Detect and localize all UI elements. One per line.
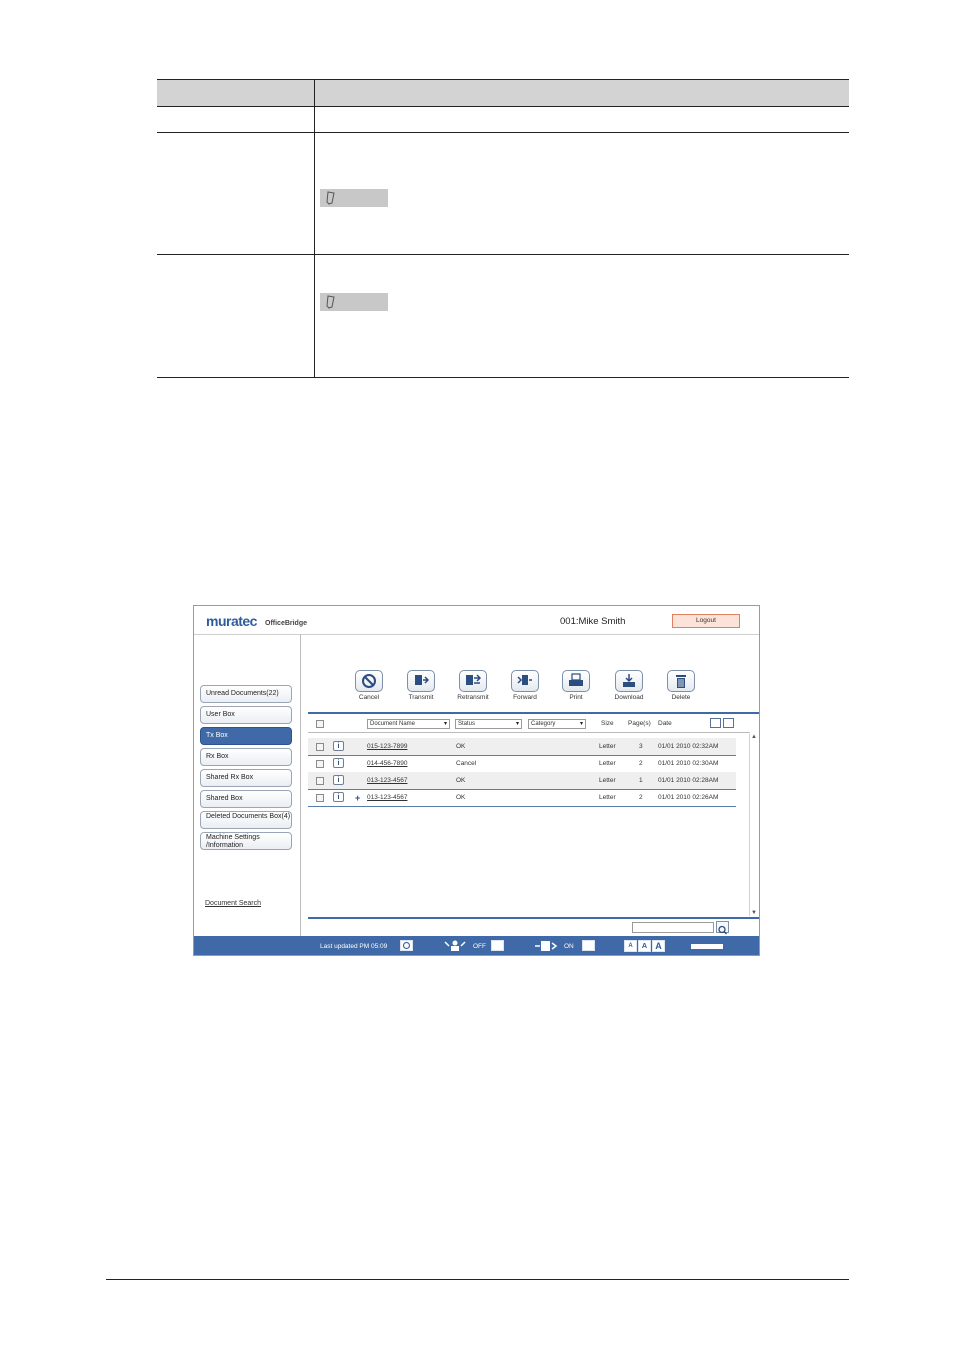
user-transfer-icon	[444, 940, 466, 952]
manual-table-row	[157, 255, 849, 378]
sidebar-item-machine-settings[interactable]: Machine Settings /Information	[200, 832, 292, 850]
status-cell: OK	[456, 794, 466, 801]
search-button[interactable]	[716, 921, 729, 933]
muratec-logo: muratec	[206, 613, 257, 629]
column-date: Date	[658, 720, 672, 727]
cancel-button[interactable]	[354, 670, 384, 701]
machine-transfer-icon	[534, 940, 558, 952]
forward-label: Forward	[513, 694, 537, 701]
download-label: Download	[614, 694, 644, 701]
forward-button[interactable]	[510, 670, 540, 701]
download-icon	[621, 673, 637, 689]
status-off-label: OFF	[473, 943, 486, 950]
pencil-icon	[325, 191, 337, 205]
status-filter[interactable]: Status ▾	[455, 719, 522, 729]
font-size-indicator	[691, 944, 723, 949]
list-view-icon[interactable]	[710, 718, 721, 728]
row-checkbox[interactable]	[316, 760, 324, 768]
grid-header	[308, 716, 750, 733]
sidebar-item-rx-box[interactable]: Rx Box	[200, 748, 292, 766]
transmit-icon	[413, 673, 429, 689]
info-icon[interactable]: i	[333, 758, 344, 768]
document-name-link[interactable]: 015-123-7899	[367, 743, 408, 750]
select-all-checkbox[interactable]	[316, 720, 324, 728]
sidebar-item-deleted-documents[interactable]: Deleted Documents Box(4)	[200, 811, 292, 829]
delete-button[interactable]	[666, 670, 696, 701]
pencil-icon	[325, 295, 337, 309]
user-name: 001:Mike Smith	[560, 616, 626, 627]
pages-cell: 3	[639, 743, 643, 750]
search-icon	[717, 925, 728, 935]
row-checkbox[interactable]	[316, 743, 324, 751]
download-button[interactable]	[614, 670, 644, 701]
print-label: Print	[569, 694, 583, 701]
print-button[interactable]	[561, 670, 591, 701]
sidebar-item-unread-documents[interactable]: Unread Documents(22)	[200, 685, 292, 703]
size-cell: Letter	[599, 743, 616, 750]
scroll-up-icon[interactable]: ▲	[751, 734, 757, 740]
table-row[interactable]	[308, 755, 736, 773]
size-cell: Letter	[599, 777, 616, 784]
size-cell: Letter	[599, 794, 616, 801]
trash-icon	[673, 673, 689, 689]
refresh-icon	[401, 941, 412, 950]
note-tag	[320, 293, 388, 311]
font-medium-button[interactable]: A	[638, 940, 651, 952]
sidebar-item-user-box[interactable]: User Box	[200, 706, 292, 724]
last-updated: Last updated PM 05:09	[320, 943, 388, 950]
note-tag	[320, 189, 388, 207]
info-icon[interactable]: i	[333, 792, 344, 802]
row-checkbox[interactable]	[316, 777, 324, 785]
document-search-link[interactable]: Document Search	[205, 900, 262, 907]
printer-icon	[568, 673, 584, 689]
scrollbar[interactable]	[749, 734, 759, 916]
cancel-label: Cancel	[358, 694, 380, 701]
table-row[interactable]	[308, 772, 736, 790]
thumbnail-view-icon[interactable]	[723, 718, 734, 728]
date-cell: 01/01 2010 02:30AM	[658, 760, 719, 767]
pages-cell: 2	[639, 794, 643, 801]
row-checkbox[interactable]	[316, 794, 324, 802]
transmit-label: Transmit	[408, 694, 434, 701]
retransmit-icon	[465, 673, 481, 689]
search-input[interactable]	[632, 922, 714, 933]
font-small-button[interactable]: A	[624, 940, 637, 952]
sidebar-item-shared-box[interactable]: Shared Box	[200, 790, 292, 808]
document-name-link[interactable]: 013-123-4567	[367, 794, 408, 801]
sidebar	[194, 634, 301, 936]
column-pages: Page(s)	[628, 720, 651, 727]
table-row[interactable]	[308, 789, 736, 807]
document-name-link[interactable]: 014-456-7890	[367, 760, 408, 767]
manual-table-row	[157, 107, 849, 133]
scroll-down-icon[interactable]: ▼	[751, 910, 757, 916]
officebridge-logo: OfficeBridge	[265, 620, 308, 627]
manual-table	[157, 79, 849, 378]
document-name-filter[interactable]: Document Name ▾	[367, 719, 450, 729]
page-footer-rule	[106, 1279, 849, 1280]
plus-icon[interactable]: +	[355, 793, 361, 803]
status-on-label: ON	[564, 943, 574, 950]
info-icon[interactable]: i	[333, 741, 344, 751]
logout-button[interactable]: Logout	[672, 614, 740, 628]
category-filter[interactable]: Category ▾	[528, 719, 586, 729]
pages-cell: 2	[639, 760, 643, 767]
divider	[308, 712, 759, 714]
forward-icon	[517, 673, 533, 689]
info-icon[interactable]: i	[333, 775, 344, 785]
column-size: Size	[601, 720, 614, 727]
status-bar	[194, 936, 759, 956]
retransmit-label: Retransmit	[457, 694, 489, 701]
date-cell: 01/01 2010 02:26AM	[658, 794, 719, 801]
status-cell: OK	[456, 743, 466, 750]
document-name-link[interactable]: 013-123-4567	[367, 777, 408, 784]
date-cell: 01/01 2010 02:28AM	[658, 777, 719, 784]
manual-table-row	[157, 133, 849, 255]
sidebar-item-tx-box[interactable]: Tx Box	[200, 727, 292, 745]
divider	[308, 917, 759, 919]
app-header	[194, 606, 759, 635]
manual-table-header	[157, 79, 849, 107]
officebridge-window	[193, 605, 760, 956]
font-large-button[interactable]: A	[652, 940, 665, 952]
cancel-icon	[361, 673, 377, 689]
delete-label: Delete	[671, 694, 691, 701]
toggle-off-button[interactable]	[491, 940, 504, 951]
pages-cell: 1	[639, 777, 643, 784]
retransmit-button[interactable]	[457, 670, 489, 701]
status-cell: OK	[456, 777, 466, 784]
toggle-on-button[interactable]	[582, 940, 595, 951]
transmit-button[interactable]	[406, 670, 436, 701]
sidebar-item-shared-rx-box[interactable]: Shared Rx Box	[200, 769, 292, 787]
date-cell: 01/01 2010 02:32AM	[658, 743, 719, 750]
refresh-button[interactable]	[400, 940, 413, 951]
status-cell: Cancel	[456, 760, 477, 767]
table-row[interactable]	[308, 738, 736, 756]
size-cell: Letter	[599, 760, 616, 767]
